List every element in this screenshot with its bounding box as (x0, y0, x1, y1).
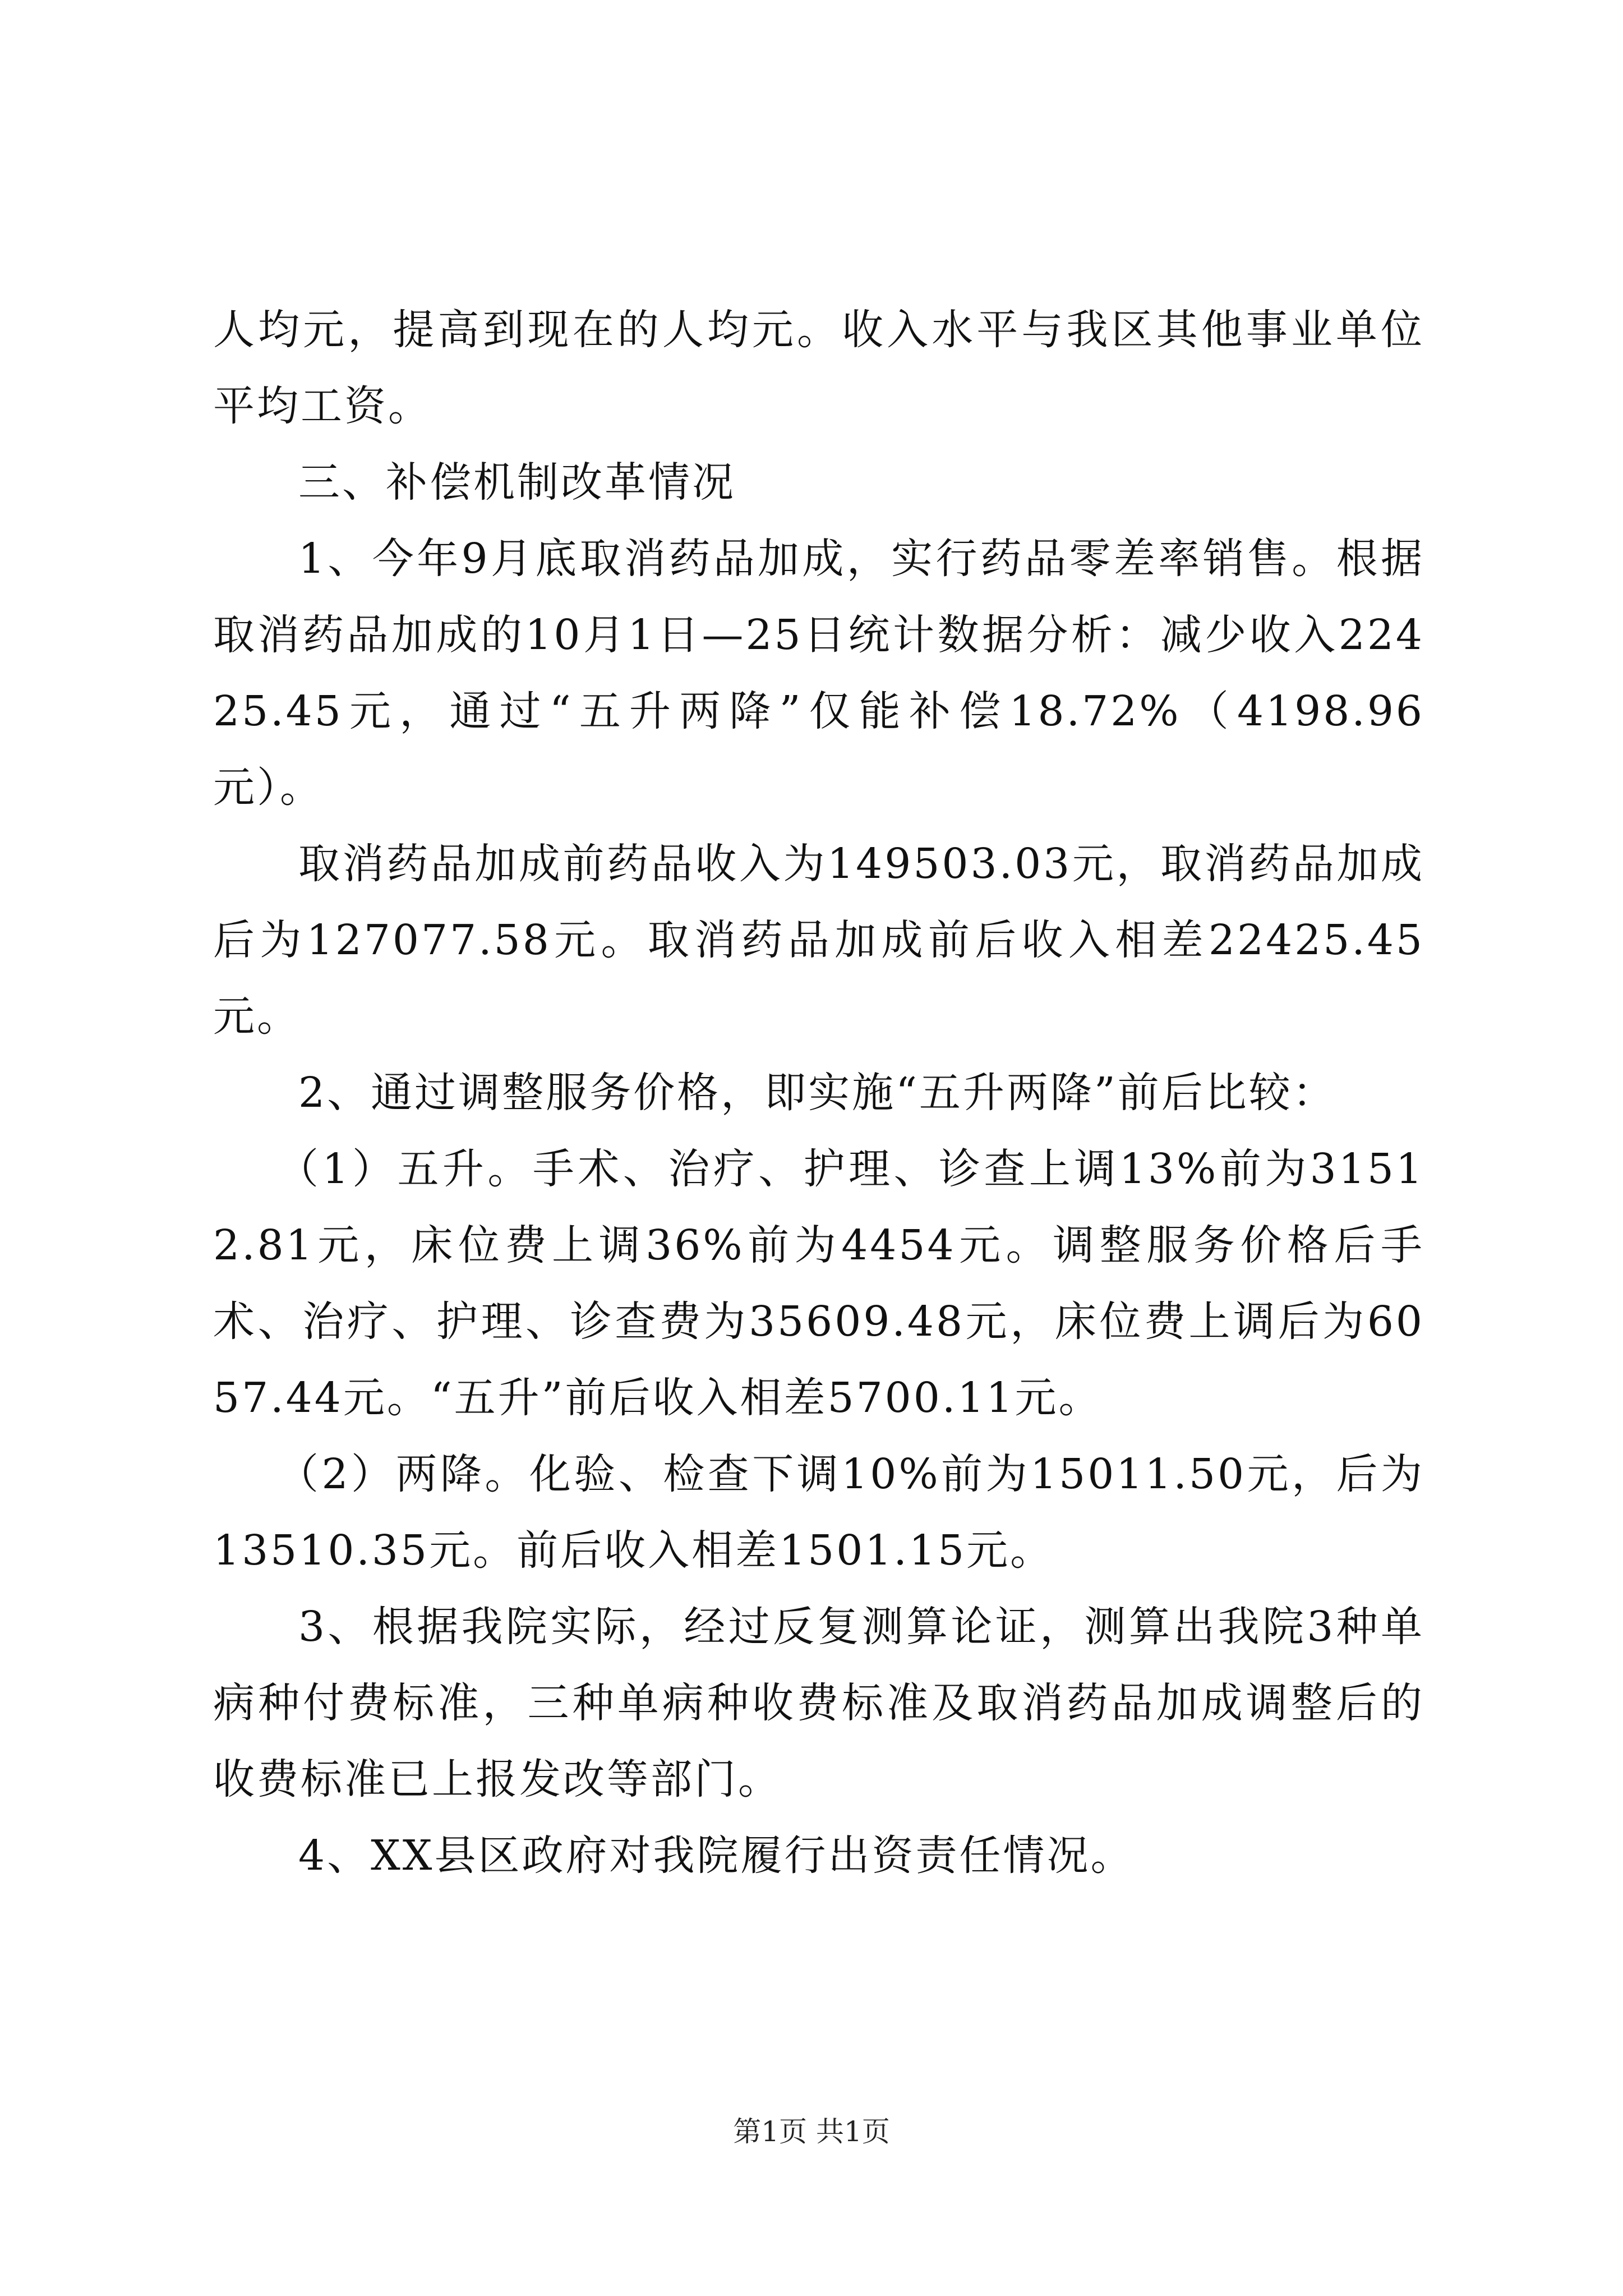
paragraph-single-disease-standards: 3、根据我院实际，经过反复测算论证，测算出我院3种单病种付费标准，三种单病种收费标准及取消药品加成调整后的收费标准已上报发改等部门。 (213, 1603, 1424, 1803)
paragraph-service-price-adjustment: 2、通过调整服务价格，即实施“五升两降”前后比较： (298, 1069, 1336, 1117)
paragraph-drug-income-comparison: 取消药品加成前药品收入为149503.03元，取消药品加成后为127077.58元。取消药品加成前后收入相差22425.45元。 (213, 840, 1424, 1041)
paragraph-five-increases: （1）五升。手术、治疗、护理、诊查上调13%前为31512.81元，床位费上调36%前为4454元。调整服务价格后手术、治疗、护理、诊查费为35609.48元，床位费上调后为6057.44元。“五升”前后收入相差5700.11元。 (213, 1145, 1424, 1422)
paragraph-government-funding: 4、XX县区政府对我院履行出资责任情况。 (298, 1832, 1135, 1880)
page-number-footer: 第1页 共1页 (733, 2115, 890, 2148)
document-body (213, 292, 1424, 1894)
section-heading-compensation-reform: 三、补偿机制改革情况 (298, 458, 736, 507)
paragraph-two-decreases: （2）两降。化验、检查下调10%前为15011.50元，后为13510.35元。前后收入相差1501.15元。 (213, 1450, 1424, 1575)
paragraph-drug-markup-cancellation: 1、今年9月底取消药品加成，实行药品零差率销售。根据取消药品加成的10月1日—25日统计数据分析：减少收入22425.45元，通过“五升两降”仅能补偿18.72%（4198.96元）。 (213, 535, 1424, 812)
paragraph-income-level: 人均元，提高到现在的人均元。收入水平与我区其他事业单位平均工资。 (213, 306, 1424, 430)
